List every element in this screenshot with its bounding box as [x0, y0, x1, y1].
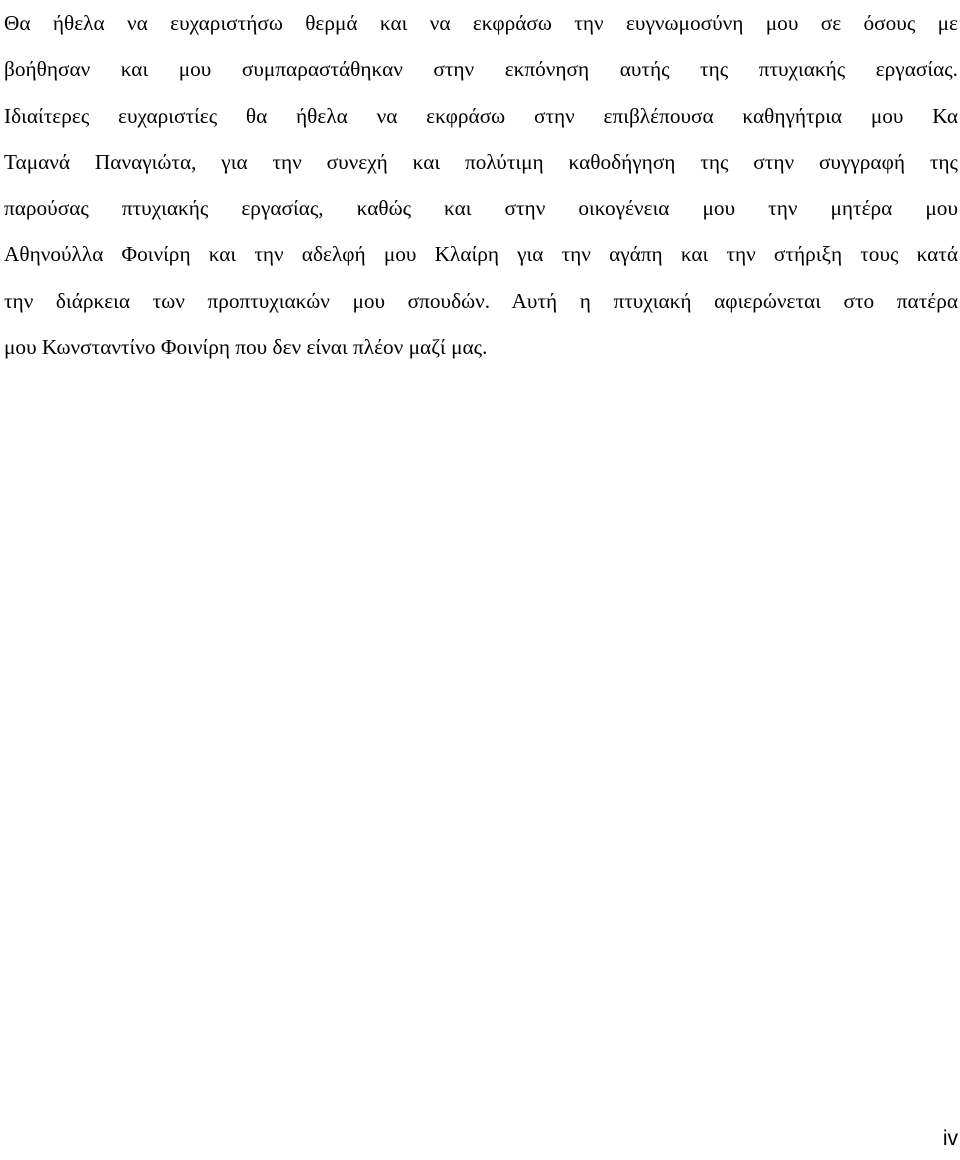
- paragraph-line: Ταμανά Παναγιώτα, για την συνεχή και πολύτιμη καθοδήγηση της στην συγγραφή της: [4, 149, 958, 174]
- paragraph-line: παρούσας πτυχιακής εργασίας, καθώς και στην οικογένεια μου την μητέρα μου: [4, 196, 958, 221]
- paragraph-line: την διάρκεια των προπτυχιακών μου σπουδών. Αυτή η πτυχιακή αφιερώνεται στο πατέρα: [4, 288, 958, 313]
- paragraph-line: μου Κωνσταντίνο Φοινίρη που δεν είναι πλέον μαζί μας.: [4, 335, 488, 360]
- acknowledgements-paragraph: [4, 0, 958, 370]
- paragraph-line: Ιδιαίτερες ευχαριστίες θα ήθελα να εκφράσω στην επιβλέπουσα καθηγήτρια μου Κα: [4, 103, 958, 128]
- paragraph-line: Αθηνούλλα Φοινίρη και την αδελφή μου Κλαίρη για την αγάπη και την στήριξη τους κατά: [4, 242, 958, 267]
- page-number: iv: [942, 1127, 958, 1150]
- paragraph-line: βοήθησαν και μου συμπαραστάθηκαν στην εκπόνηση αυτής της πτυχιακής εργασίας.: [4, 57, 958, 82]
- paragraph-line: Θα ήθελα να ευχαριστήσω θερμά και να εκφράσω την ευγνωμοσύνη μου σε όσους με: [4, 11, 958, 35]
